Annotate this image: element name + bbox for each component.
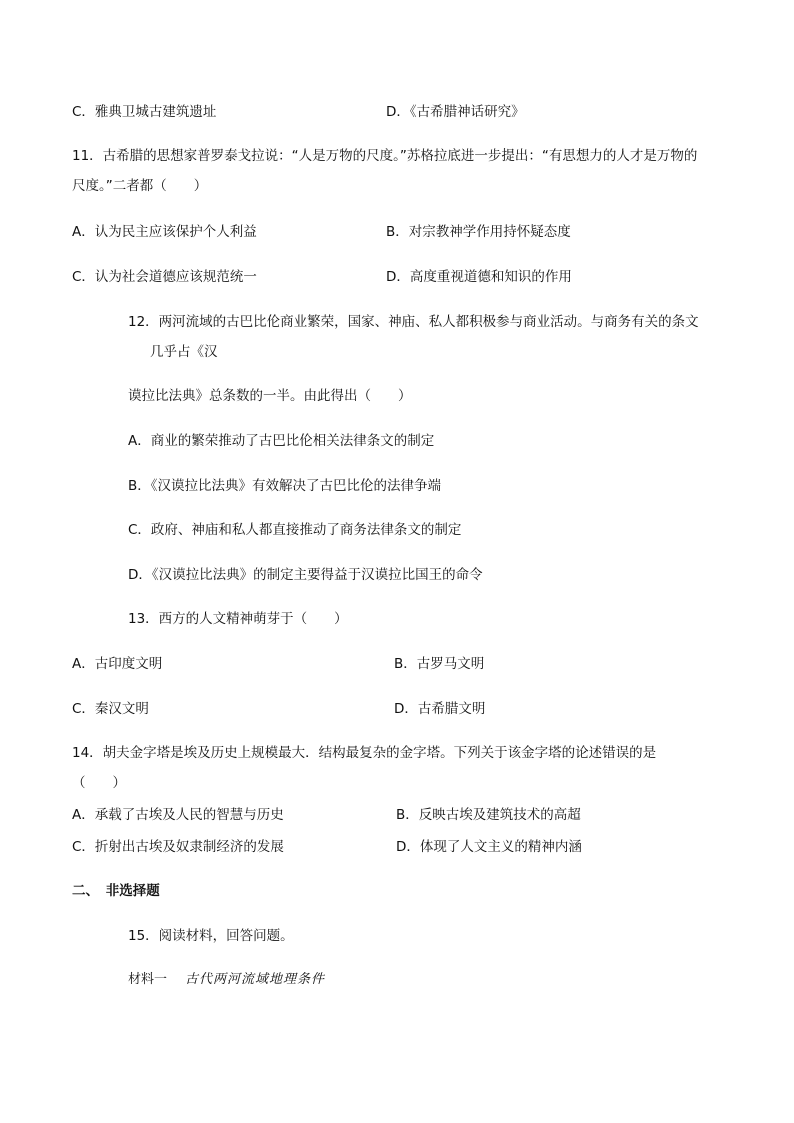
q13-stem: 13．西方的人文精神萌芽于（ ） (128, 611, 348, 627)
q14-option-d[interactable]: D．体现了人文主义的精神内涵 (396, 839, 582, 855)
q11-stem-line1: 11．古希腊的思想家普罗泰戈拉说：“人是万物的尺度。”苏格拉底进一步提出：“有思想力的人才是万物的 (72, 148, 698, 164)
material-title: 古代两河流域地理条件 (185, 972, 326, 987)
q11-option-c[interactable]: C．认为社会道德应该规范统一 (72, 269, 257, 285)
q12-stem-line2: 几乎占《汉 (150, 344, 218, 360)
q12-option-b[interactable]: B．《汉谟拉比法典》有效解决了古巴比伦的法律争端 (128, 478, 442, 494)
q14-option-b[interactable]: B．反映古埃及建筑技术的高超 (396, 807, 581, 823)
q15-stem: 15．阅读材料，回答问题。 (128, 928, 294, 944)
q13-option-d[interactable]: D．古希腊文明 (394, 701, 486, 717)
q13-option-c[interactable]: C．秦汉文明 (72, 701, 149, 717)
q11-option-a[interactable]: A．认为民主应该保护个人利益 (72, 224, 257, 240)
q14-stem-line2: （ ） (72, 775, 126, 791)
q11-option-d[interactable]: D．高度重视道德和知识的作用 (386, 269, 572, 285)
material-label: 材料一 (128, 972, 168, 987)
q12-stem-line1: 12．两河流域的古巴比伦商业繁荣，国家、神庙、私人都积极参与商业活动。与商务有关的条文 (128, 314, 699, 330)
q13-option-a[interactable]: A．古印度文明 (72, 656, 163, 672)
q11-option-b[interactable]: B．对宗教神学作用持怀疑态度 (386, 224, 571, 240)
q12-option-a[interactable]: A．商业的繁荣推动了古巴比伦相关法律条文的制定 (128, 433, 435, 449)
q12-option-d[interactable]: D．《汉谟拉比法典》的制定主要得益于汉谟拉比国王的命令 (128, 567, 483, 583)
q13-option-b[interactable]: B．古罗马文明 (394, 656, 485, 672)
q11-stem-line2: 尺度。”二者都（ ） (72, 178, 208, 194)
material-caption (128, 970, 325, 990)
q14-option-c[interactable]: C．折射出古埃及奴隶制经济的发展 (72, 839, 284, 855)
q10-option-c[interactable]: C．雅典卫城古建筑遗址 (72, 104, 217, 120)
section-title: 二、 非选择题 (72, 883, 160, 899)
q12-option-c[interactable]: C．政府、神庙和私人都直接推动了商务法律条文的制定 (128, 522, 462, 538)
q12-stem-line3: 谟拉比法典》总条数的一半。由此得出（ ） (128, 388, 412, 404)
q14-stem-line1: 14．胡夫金字塔是埃及历史上规模最大．结构最复杂的金字塔。下列关于该金字塔的论述错误的是 (72, 745, 657, 761)
q14-option-a[interactable]: A．承载了古埃及人民的智慧与历史 (72, 807, 284, 823)
q10-option-d[interactable]: D．《古希腊神话研究》 (386, 104, 525, 120)
